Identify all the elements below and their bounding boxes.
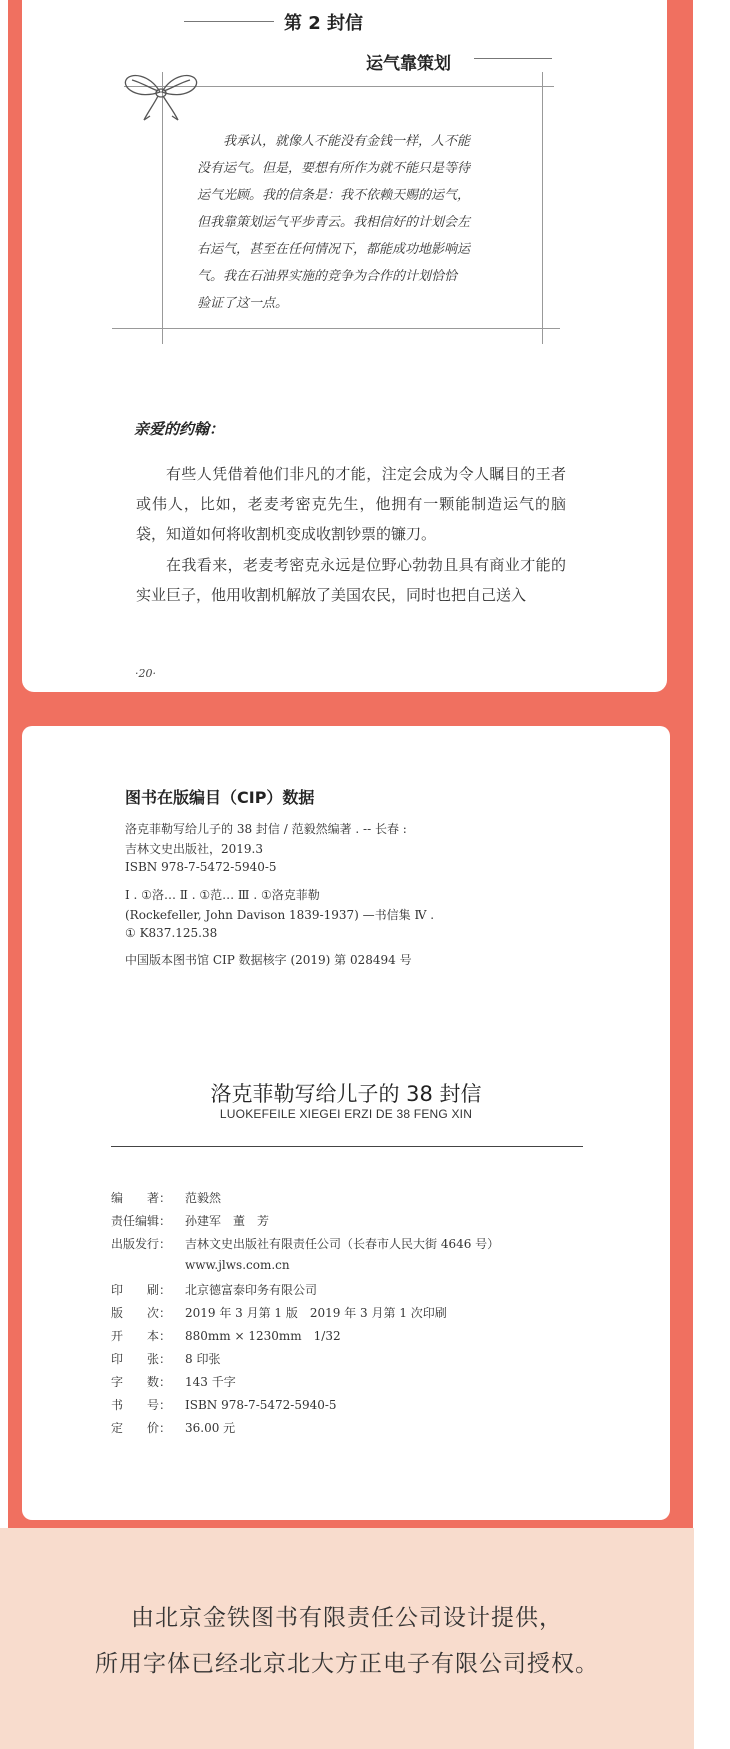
colophon-row (111, 1327, 341, 1344)
letter-title: 运气靠策划 (366, 54, 451, 74)
colophon-value: 2019 年 3 月第 1 版 2019 年 3 月第 1 次印刷 (185, 1306, 447, 1320)
bow-icon (120, 66, 202, 122)
letter-quote (197, 128, 515, 317)
attribution-band (0, 1528, 694, 1749)
quote-line: 气。我在石油界实施的竞争为合作的计划恰恰 (197, 269, 458, 284)
colophon-value: 吉林文史出版社有限责任公司（长春市人民大街 4646 号） (185, 1237, 500, 1251)
cip-line: 吉林文史出版社，2019.3 (125, 842, 263, 856)
quote-line: 我承认，就像人不能没有金钱一样，人不能 (223, 134, 471, 149)
colophon-row (111, 1304, 447, 1321)
letter-number: 第 2 封信 (284, 13, 364, 34)
colophon-row (111, 1396, 337, 1413)
colophon-row (111, 1419, 235, 1436)
colophon-row (111, 1258, 290, 1272)
book-pinyin: LUOKEFEILE XIEGEI ERZI DE 38 FENG XIN (219, 1107, 473, 1121)
frame-right-line (542, 72, 543, 344)
colophon-label: 责任编辑： (111, 1214, 172, 1228)
colophon-value: 143 千字 (185, 1375, 236, 1389)
colophon-label: 印 张： (111, 1352, 172, 1366)
quote-line: 运气光顾。我的信条是：我不依赖天赐的运气， (197, 188, 471, 203)
cip-heading: 图书在版编目（CIP）数据 (125, 788, 315, 807)
colophon-row (111, 1373, 236, 1390)
colophon-value: ISBN 978-7-5472-5940-5 (185, 1398, 337, 1412)
letter-body (136, 459, 566, 611)
title-rule (111, 1146, 583, 1147)
cip-line: Ⅰ . ①洛… Ⅱ . ①范… Ⅲ . ①洛克菲勒 (125, 888, 320, 902)
page-number: ·20· (135, 667, 156, 680)
colophon-label: 书 号： (111, 1398, 172, 1412)
colophon-label: 开 本： (111, 1329, 172, 1343)
colophon-row (111, 1212, 269, 1229)
colophon-row (111, 1281, 317, 1298)
colophon-label: 定 价： (111, 1421, 172, 1435)
colophon-label: 印 刷： (111, 1283, 172, 1297)
colophon-value: 8 印张 (185, 1352, 221, 1366)
colophon-row (111, 1235, 499, 1252)
cip-line: 洛克菲勒写给儿子的 38 封信 / 范毅然编著 . -- 长春 : (125, 822, 407, 836)
frame-bottom-line (112, 328, 560, 329)
cip-line: ① K837.125.38 (125, 926, 218, 940)
attribution-line-1: 由北京金铁图书有限责任公司设计提供， (131, 1605, 563, 1631)
quote-line: 验证了这一点。 (197, 296, 289, 311)
cip-line: (Rockefeller, John Davison 1839-1937) —书信集 Ⅳ . (125, 908, 435, 922)
cip-line: 中国版本图书馆 CIP 数据核字 (2019) 第 028494 号 (125, 953, 412, 967)
colophon-value: 范毅然 (185, 1191, 222, 1205)
colophon-label: 版 次： (111, 1306, 172, 1320)
body-paragraph: 有些人凭借着他们非凡的才能，注定会成为令人瞩目的王者或伟人，比如，老麦考密克先生，他拥有一颗能制造运气的脑袋，知道如何将收割机变成收割钞票的镰刀。 (136, 465, 566, 543)
copyright-page (22, 726, 670, 1520)
letter-title-rule (474, 58, 552, 59)
letter-number-rule (184, 21, 274, 22)
quote-line: 右运气，甚至在任何情况下，都能成功地影响运 (197, 242, 471, 257)
cip-line: ISBN 978-7-5472-5940-5 (125, 860, 277, 874)
colophon-value: 孙建军 董 芳 (185, 1214, 270, 1228)
colophon-label: 出版发行： (111, 1237, 172, 1251)
colophon-label: 字 数： (111, 1375, 172, 1389)
body-paragraph: 在我看来，老麦考密克永远是位野心勃勃且具有商业才能的实业巨子，他用收割机解放了美国农民，同时也把自己送入 (136, 556, 566, 604)
colophon-row (111, 1189, 221, 1206)
attribution-line-2: 所用字体已经北京北大方正电子有限公司授权。 (95, 1651, 599, 1677)
book-title: 洛克菲勒写给儿子的 38 封信 (210, 1082, 482, 1106)
quote-line: 但我靠策划运气平步青云。我相信好的计划会左 (197, 215, 471, 230)
colophon-website: www.jlws.com.cn (185, 1258, 290, 1272)
colophon-value: 880mm × 1230mm 1/32 (185, 1329, 341, 1343)
colophon-label: 编 著： (111, 1191, 172, 1205)
quote-line: 没有运气。但是，要想有所作为就不能只是等待 (197, 161, 471, 176)
colophon-value: 北京德富泰印务有限公司 (185, 1283, 318, 1297)
salutation: 亲爱的约翰： (134, 420, 225, 438)
colophon-value: 36.00 元 (185, 1421, 236, 1435)
letter-page (22, 0, 667, 692)
colophon-row (111, 1350, 220, 1367)
